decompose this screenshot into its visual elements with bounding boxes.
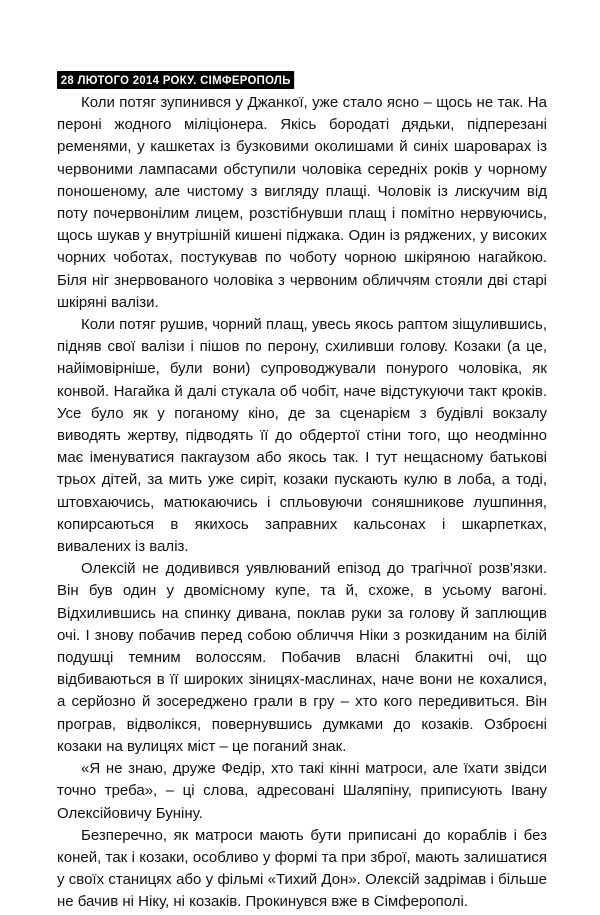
book-page [57, 71, 547, 914]
paragraph-1: Коли потяг зупинився у Джанкої, уже стало ясно – щось не так. На пероні жодного міліціонера. Якісь бородаті дядьки, підперезані ременями, у кашкетах із бузковими околишами й синіх шароварах із червоними лампасами обступили чоловіка середніх років у чорному поношеному, але чистому з вигляду плащі. Чоловік із лискучим від поту почервонілим лицем, розстібнувши плащ і помітно нервуючись, щось шукав у внутрішній кишені піджака. Один із ряджених, у високих чорних чоботах, постукував по чоботу чорною шкіряною нагайкою. Біля ніг знервованого чоловіка з червоним обличчям стояли дві старі шкіряні валізи. [57, 94, 547, 311]
paragraph-5: Безперечно, як матроси мають бути приписані до кораблів і без коней, так і козаки, особливо у формі та при зброї, мають залишатися у своїх станицях або у фільмі «Тихий Дон». Олексій задрімав і більше не бачив ні Ніку, ні козаків. Прокинувся вже в Сімферополі. [57, 826, 547, 911]
paragraph-2: Коли потяг рушив, чорний плащ, увесь якось раптом зіщулившись, підняв свої валізи і пішов по перону, схиливши голову. Козаки (а це, найімовірніше, були вони) супроводжували понурого чоловіка, як конвой. Нагайка й далі стукала об чобіт, наче відстукуючи такт кроків. Усе було як у поганому кіно, де за сценарієм з будівлі вокзалу виводять жертву, підводять її до обдертої стіни того, що неодмінно має іменуватися пакгаузом або якось так. І тут нещасному батькові трьох дітей, за мить уже сиріт, козаки пускaють кулю в лоба, а тоді, штовхаючись, матюкаючись і спльовуючи соняшникове лушпиння, копирсаються в якихось заправних кальсонах і шкарпетках, вивалених із валіз. [57, 316, 547, 556]
body-text [57, 92, 547, 914]
paragraph-3: Олексій не додивився уявлюваний епізод до трагічної розв'язки. Він був один у двомісному купе, та й, схоже, в усьому вагоні. Відхилившись на спинку дивана, поклав руки за голову й заплющив очі. І знову побачив перед собою обличчя Ніки з розкиданим на білій подушці темним волоссям. Побачив власні блакитні очі, що відбиваються в її широких зіницях-маслинах, наче вони не кохалися, а серйозно й зосереджено грали в гру – хто кого передивиться. Він програв, відволікся, повернувшись думками до козаків. Озброєні козаки на вулицях міст – це поганий знак. [57, 560, 547, 755]
dateline-header: 28 ЛЮТОГО 2014 РОКУ. СІМФЕРОПОЛЬ [57, 71, 294, 89]
paragraph-4: «Я не знаю, друже Федір, хто такі кінні матроси, але їхати звідси точно треба», – ці слова, адресовані Шаляпіну, приписують Івану Олексійовичу Буніну. [57, 760, 547, 822]
